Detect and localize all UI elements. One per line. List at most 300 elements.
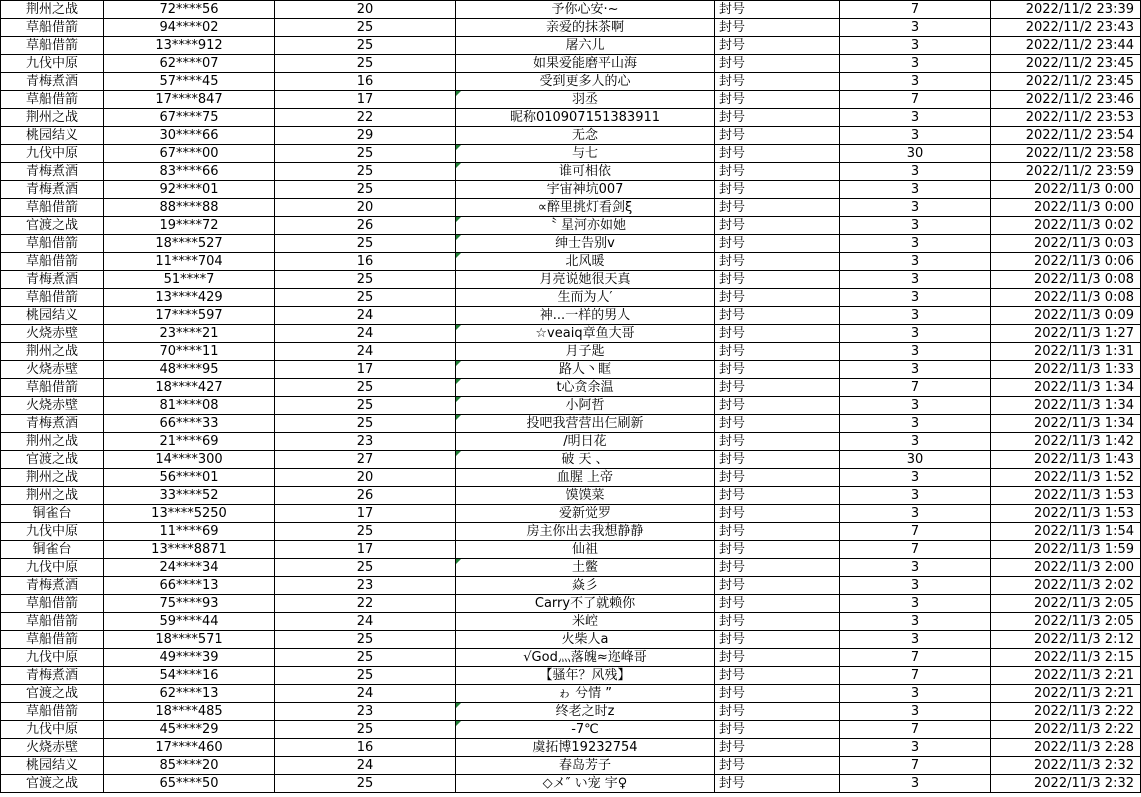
- server-cell[interactable]: 草船借箭: [1, 37, 104, 55]
- action-cell[interactable]: 封号: [715, 415, 840, 433]
- nickname-cell[interactable]: 予你心安·~: [456, 1, 715, 19]
- time-cell[interactable]: 2022/11/3 2:12: [991, 631, 1141, 649]
- time-cell[interactable]: 2022/11/2 23:53: [991, 109, 1141, 127]
- table-row[interactable]: [1, 631, 1141, 649]
- table-row[interactable]: [1, 217, 1141, 235]
- nickname-cell[interactable]: 爱新觉罗: [456, 505, 715, 523]
- time-cell[interactable]: 2022/11/3 1:31: [991, 343, 1141, 361]
- time-cell[interactable]: 2022/11/3 2:21: [991, 667, 1141, 685]
- ban-days-cell[interactable]: 3: [840, 307, 991, 325]
- ban-days-cell[interactable]: 7: [840, 379, 991, 397]
- level-cell[interactable]: 25: [275, 271, 456, 289]
- level-cell[interactable]: 23: [275, 577, 456, 595]
- time-cell[interactable]: 2022/11/3 2:32: [991, 775, 1141, 793]
- server-cell[interactable]: 荆州之战: [1, 1, 104, 19]
- action-cell[interactable]: 封号: [715, 109, 840, 127]
- nickname-cell[interactable]: 昵称010907151383911: [456, 109, 715, 127]
- account-cell[interactable]: 13****912: [104, 37, 275, 55]
- server-cell[interactable]: 火烧赤壁: [1, 397, 104, 415]
- time-cell[interactable]: 2022/11/2 23:46: [991, 91, 1141, 109]
- ban-days-cell[interactable]: 3: [840, 415, 991, 433]
- action-cell[interactable]: 封号: [715, 325, 840, 343]
- server-cell[interactable]: 草船借箭: [1, 379, 104, 397]
- table-row[interactable]: [1, 649, 1141, 667]
- time-cell[interactable]: 2022/11/3 2:21: [991, 685, 1141, 703]
- action-cell[interactable]: 封号: [715, 451, 840, 469]
- action-cell[interactable]: 封号: [715, 559, 840, 577]
- nickname-cell[interactable]: 宇宙神坑007: [456, 181, 715, 199]
- table-row[interactable]: [1, 469, 1141, 487]
- account-cell[interactable]: 57****45: [104, 73, 275, 91]
- time-cell[interactable]: 2022/11/3 1:59: [991, 541, 1141, 559]
- level-cell[interactable]: 20: [275, 1, 456, 19]
- server-cell[interactable]: 荆州之战: [1, 109, 104, 127]
- level-cell[interactable]: 17: [275, 541, 456, 559]
- nickname-cell[interactable]: 仙祖: [456, 541, 715, 559]
- account-cell[interactable]: 48****95: [104, 361, 275, 379]
- account-cell[interactable]: 33****52: [104, 487, 275, 505]
- table-row[interactable]: [1, 739, 1141, 757]
- level-cell[interactable]: 22: [275, 109, 456, 127]
- action-cell[interactable]: 封号: [715, 19, 840, 37]
- account-cell[interactable]: 81****08: [104, 397, 275, 415]
- server-cell[interactable]: 火烧赤壁: [1, 361, 104, 379]
- table-row[interactable]: [1, 397, 1141, 415]
- account-cell[interactable]: 18****485: [104, 703, 275, 721]
- level-cell[interactable]: 16: [275, 253, 456, 271]
- table-row[interactable]: [1, 775, 1141, 793]
- time-cell[interactable]: 2022/11/3 2:28: [991, 739, 1141, 757]
- account-cell[interactable]: 13****429: [104, 289, 275, 307]
- ban-days-cell[interactable]: 3: [840, 109, 991, 127]
- level-cell[interactable]: 25: [275, 55, 456, 73]
- time-cell[interactable]: 2022/11/2 23:43: [991, 19, 1141, 37]
- time-cell[interactable]: 2022/11/3 0:09: [991, 307, 1141, 325]
- table-row[interactable]: [1, 181, 1141, 199]
- ban-days-cell[interactable]: 3: [840, 37, 991, 55]
- ban-days-cell[interactable]: 3: [840, 199, 991, 217]
- account-cell[interactable]: 72****56: [104, 1, 275, 19]
- time-cell[interactable]: 2022/11/3 0:00: [991, 199, 1141, 217]
- table-row[interactable]: [1, 541, 1141, 559]
- server-cell[interactable]: 九伐中原: [1, 649, 104, 667]
- level-cell[interactable]: 24: [275, 613, 456, 631]
- level-cell[interactable]: 25: [275, 649, 456, 667]
- action-cell[interactable]: 封号: [715, 757, 840, 775]
- level-cell[interactable]: 24: [275, 307, 456, 325]
- server-cell[interactable]: 青梅煮酒: [1, 181, 104, 199]
- action-cell[interactable]: 封号: [715, 505, 840, 523]
- ban-days-cell[interactable]: 7: [840, 91, 991, 109]
- table-row[interactable]: [1, 433, 1141, 451]
- nickname-cell[interactable]: 虞拓博19232754: [456, 739, 715, 757]
- action-cell[interactable]: 封号: [715, 523, 840, 541]
- level-cell[interactable]: 25: [275, 523, 456, 541]
- table-row[interactable]: [1, 73, 1141, 91]
- action-cell[interactable]: 封号: [715, 235, 840, 253]
- nickname-cell[interactable]: 月子匙: [456, 343, 715, 361]
- ban-days-cell[interactable]: 3: [840, 505, 991, 523]
- ban-days-cell[interactable]: 3: [840, 487, 991, 505]
- action-cell[interactable]: 封号: [715, 469, 840, 487]
- account-cell[interactable]: 85****20: [104, 757, 275, 775]
- ban-days-cell[interactable]: 3: [840, 397, 991, 415]
- action-cell[interactable]: 封号: [715, 721, 840, 739]
- server-cell[interactable]: 草船借箭: [1, 631, 104, 649]
- table-row[interactable]: [1, 253, 1141, 271]
- table-row[interactable]: [1, 685, 1141, 703]
- table-row[interactable]: [1, 145, 1141, 163]
- level-cell[interactable]: 20: [275, 469, 456, 487]
- table-row[interactable]: [1, 667, 1141, 685]
- time-cell[interactable]: 2022/11/2 23:59: [991, 163, 1141, 181]
- action-cell[interactable]: 封号: [715, 433, 840, 451]
- account-cell[interactable]: 75****93: [104, 595, 275, 613]
- ban-days-cell[interactable]: 3: [840, 343, 991, 361]
- nickname-cell[interactable]: 绅士告别v: [456, 235, 715, 253]
- table-row[interactable]: [1, 343, 1141, 361]
- time-cell[interactable]: 2022/11/3 2:32: [991, 757, 1141, 775]
- table-row[interactable]: [1, 721, 1141, 739]
- action-cell[interactable]: 封号: [715, 73, 840, 91]
- level-cell[interactable]: 25: [275, 163, 456, 181]
- action-cell[interactable]: 封号: [715, 127, 840, 145]
- account-cell[interactable]: 17****460: [104, 739, 275, 757]
- action-cell[interactable]: 封号: [715, 307, 840, 325]
- server-cell[interactable]: 青梅煮酒: [1, 271, 104, 289]
- nickname-cell[interactable]: ☆veaiq章鱼大哥: [456, 325, 715, 343]
- account-cell[interactable]: 13****5250: [104, 505, 275, 523]
- server-cell[interactable]: 荆州之战: [1, 433, 104, 451]
- nickname-cell[interactable]: -7℃: [456, 721, 715, 739]
- time-cell[interactable]: 2022/11/3 0:02: [991, 217, 1141, 235]
- table-row[interactable]: [1, 325, 1141, 343]
- level-cell[interactable]: 25: [275, 775, 456, 793]
- server-cell[interactable]: 青梅煮酒: [1, 73, 104, 91]
- table-row[interactable]: [1, 37, 1141, 55]
- server-cell[interactable]: 官渡之战: [1, 685, 104, 703]
- nickname-cell[interactable]: /明日花: [456, 433, 715, 451]
- nickname-cell[interactable]: 〝 星河亦如她: [456, 217, 715, 235]
- time-cell[interactable]: 2022/11/3 1:42: [991, 433, 1141, 451]
- ban-days-cell[interactable]: 7: [840, 667, 991, 685]
- table-row[interactable]: [1, 595, 1141, 613]
- ban-days-cell[interactable]: 3: [840, 289, 991, 307]
- time-cell[interactable]: 2022/11/3 1:34: [991, 379, 1141, 397]
- table-row[interactable]: [1, 1, 1141, 19]
- action-cell[interactable]: 封号: [715, 613, 840, 631]
- action-cell[interactable]: 封号: [715, 253, 840, 271]
- ban-days-cell[interactable]: 3: [840, 271, 991, 289]
- nickname-cell[interactable]: 路人丶眶: [456, 361, 715, 379]
- account-cell[interactable]: 17****847: [104, 91, 275, 109]
- action-cell[interactable]: 封号: [715, 487, 840, 505]
- level-cell[interactable]: 26: [275, 487, 456, 505]
- server-cell[interactable]: 荆州之战: [1, 343, 104, 361]
- server-cell[interactable]: 荆州之战: [1, 469, 104, 487]
- time-cell[interactable]: 2022/11/3 1:33: [991, 361, 1141, 379]
- level-cell[interactable]: 23: [275, 433, 456, 451]
- action-cell[interactable]: 封号: [715, 91, 840, 109]
- server-cell[interactable]: 九伐中原: [1, 721, 104, 739]
- account-cell[interactable]: 66****33: [104, 415, 275, 433]
- account-cell[interactable]: 23****21: [104, 325, 275, 343]
- nickname-cell[interactable]: √God灬落魄≈迩峰哥: [456, 649, 715, 667]
- ban-days-cell[interactable]: 3: [840, 235, 991, 253]
- account-cell[interactable]: 30****66: [104, 127, 275, 145]
- action-cell[interactable]: 封号: [715, 37, 840, 55]
- level-cell[interactable]: 17: [275, 361, 456, 379]
- time-cell[interactable]: 2022/11/3 2:05: [991, 613, 1141, 631]
- ban-days-cell[interactable]: 7: [840, 721, 991, 739]
- ban-days-cell[interactable]: 3: [840, 73, 991, 91]
- server-cell[interactable]: 火烧赤壁: [1, 325, 104, 343]
- table-row[interactable]: [1, 757, 1141, 775]
- table-row[interactable]: [1, 91, 1141, 109]
- server-cell[interactable]: 铜雀台: [1, 541, 104, 559]
- account-cell[interactable]: 13****8871: [104, 541, 275, 559]
- account-cell[interactable]: 19****72: [104, 217, 275, 235]
- time-cell[interactable]: 2022/11/3 1:27: [991, 325, 1141, 343]
- table-row[interactable]: [1, 271, 1141, 289]
- server-cell[interactable]: 铜雀台: [1, 505, 104, 523]
- account-cell[interactable]: 70****11: [104, 343, 275, 361]
- server-cell[interactable]: 官渡之战: [1, 451, 104, 469]
- ban-days-cell[interactable]: 7: [840, 649, 991, 667]
- nickname-cell[interactable]: 投吧我营营出仨刷新: [456, 415, 715, 433]
- action-cell[interactable]: 封号: [715, 667, 840, 685]
- account-cell[interactable]: 65****50: [104, 775, 275, 793]
- server-cell[interactable]: 草船借箭: [1, 19, 104, 37]
- nickname-cell[interactable]: 亲爱的抹茶啊: [456, 19, 715, 37]
- time-cell[interactable]: 2022/11/3 0:00: [991, 181, 1141, 199]
- level-cell[interactable]: 25: [275, 667, 456, 685]
- server-cell[interactable]: 桃园结义: [1, 307, 104, 325]
- table-row[interactable]: [1, 109, 1141, 127]
- action-cell[interactable]: 封号: [715, 631, 840, 649]
- nickname-cell[interactable]: 受到更多人的心: [456, 73, 715, 91]
- level-cell[interactable]: 25: [275, 379, 456, 397]
- time-cell[interactable]: 2022/11/2 23:44: [991, 37, 1141, 55]
- level-cell[interactable]: 24: [275, 757, 456, 775]
- ban-days-cell[interactable]: 7: [840, 757, 991, 775]
- action-cell[interactable]: 封号: [715, 703, 840, 721]
- table-row[interactable]: [1, 127, 1141, 145]
- nickname-cell[interactable]: 房主你出去我想静静: [456, 523, 715, 541]
- table-row[interactable]: [1, 523, 1141, 541]
- action-cell[interactable]: 封号: [715, 595, 840, 613]
- level-cell[interactable]: 17: [275, 91, 456, 109]
- nickname-cell[interactable]: ◇メ″ い宠 宇♀: [456, 775, 715, 793]
- nickname-cell[interactable]: 如果爱能磨平山海: [456, 55, 715, 73]
- table-row[interactable]: [1, 307, 1141, 325]
- nickname-cell[interactable]: 月亮说她很天真: [456, 271, 715, 289]
- time-cell[interactable]: 2022/11/3 1:34: [991, 415, 1141, 433]
- account-cell[interactable]: 11****704: [104, 253, 275, 271]
- time-cell[interactable]: 2022/11/2 23:45: [991, 73, 1141, 91]
- level-cell[interactable]: 22: [275, 595, 456, 613]
- time-cell[interactable]: 2022/11/3 2:05: [991, 595, 1141, 613]
- table-row[interactable]: [1, 577, 1141, 595]
- time-cell[interactable]: 2022/11/3 1:34: [991, 397, 1141, 415]
- server-cell[interactable]: 九伐中原: [1, 559, 104, 577]
- nickname-cell[interactable]: 破 天 、: [456, 451, 715, 469]
- ban-days-cell[interactable]: 3: [840, 361, 991, 379]
- server-cell[interactable]: 官渡之战: [1, 217, 104, 235]
- table-row[interactable]: [1, 235, 1141, 253]
- server-cell[interactable]: 九伐中原: [1, 55, 104, 73]
- nickname-cell[interactable]: ∝醉里挑灯看剑ξ: [456, 199, 715, 217]
- account-cell[interactable]: 18****527: [104, 235, 275, 253]
- ban-days-cell[interactable]: 3: [840, 577, 991, 595]
- ban-days-cell[interactable]: 3: [840, 703, 991, 721]
- time-cell[interactable]: 2022/11/3 0:08: [991, 271, 1141, 289]
- time-cell[interactable]: 2022/11/3 2:02: [991, 577, 1141, 595]
- level-cell[interactable]: 20: [275, 199, 456, 217]
- server-cell[interactable]: 草船借箭: [1, 199, 104, 217]
- table-row[interactable]: [1, 703, 1141, 721]
- server-cell[interactable]: 桃园结义: [1, 757, 104, 775]
- level-cell[interactable]: 16: [275, 739, 456, 757]
- nickname-cell[interactable]: 焱彡: [456, 577, 715, 595]
- nickname-cell[interactable]: t心贪余温: [456, 379, 715, 397]
- action-cell[interactable]: 封号: [715, 649, 840, 667]
- time-cell[interactable]: 2022/11/3 2:00: [991, 559, 1141, 577]
- action-cell[interactable]: 封号: [715, 343, 840, 361]
- ban-days-cell[interactable]: 3: [840, 19, 991, 37]
- server-cell[interactable]: 火烧赤壁: [1, 739, 104, 757]
- server-cell[interactable]: 草船借箭: [1, 613, 104, 631]
- time-cell[interactable]: 2022/11/3 1:52: [991, 469, 1141, 487]
- account-cell[interactable]: 11****69: [104, 523, 275, 541]
- level-cell[interactable]: 25: [275, 415, 456, 433]
- nickname-cell[interactable]: 羽丞: [456, 91, 715, 109]
- time-cell[interactable]: 2022/11/3 0:03: [991, 235, 1141, 253]
- action-cell[interactable]: 封号: [715, 199, 840, 217]
- time-cell[interactable]: 2022/11/2 23:58: [991, 145, 1141, 163]
- table-row[interactable]: [1, 361, 1141, 379]
- ban-days-cell[interactable]: 3: [840, 217, 991, 235]
- action-cell[interactable]: 封号: [715, 1, 840, 19]
- level-cell[interactable]: 24: [275, 685, 456, 703]
- time-cell[interactable]: 2022/11/3 0:08: [991, 289, 1141, 307]
- table-row[interactable]: [1, 415, 1141, 433]
- account-cell[interactable]: 45****29: [104, 721, 275, 739]
- ban-days-cell[interactable]: 3: [840, 775, 991, 793]
- level-cell[interactable]: 25: [275, 181, 456, 199]
- level-cell[interactable]: 25: [275, 289, 456, 307]
- action-cell[interactable]: 封号: [715, 289, 840, 307]
- account-cell[interactable]: 24****34: [104, 559, 275, 577]
- action-cell[interactable]: 封号: [715, 739, 840, 757]
- time-cell[interactable]: 2022/11/2 23:45: [991, 55, 1141, 73]
- ban-days-cell[interactable]: 3: [840, 595, 991, 613]
- ban-days-cell[interactable]: 3: [840, 433, 991, 451]
- action-cell[interactable]: 封号: [715, 271, 840, 289]
- server-cell[interactable]: 九伐中原: [1, 523, 104, 541]
- time-cell[interactable]: 2022/11/3 2:15: [991, 649, 1141, 667]
- ban-days-cell[interactable]: 30: [840, 451, 991, 469]
- nickname-cell[interactable]: ゎ 兮情 ”: [456, 685, 715, 703]
- ban-days-cell[interactable]: 3: [840, 559, 991, 577]
- account-cell[interactable]: 62****07: [104, 55, 275, 73]
- level-cell[interactable]: 25: [275, 631, 456, 649]
- ban-days-cell[interactable]: 3: [840, 253, 991, 271]
- level-cell[interactable]: 24: [275, 343, 456, 361]
- nickname-cell[interactable]: 与七: [456, 145, 715, 163]
- nickname-cell[interactable]: 血腥 上帝: [456, 469, 715, 487]
- table-row[interactable]: [1, 289, 1141, 307]
- time-cell[interactable]: 2022/11/3 2:22: [991, 721, 1141, 739]
- account-cell[interactable]: 21****69: [104, 433, 275, 451]
- server-cell[interactable]: 草船借箭: [1, 703, 104, 721]
- ban-days-cell[interactable]: 7: [840, 523, 991, 541]
- nickname-cell[interactable]: 小阿哲: [456, 397, 715, 415]
- nickname-cell[interactable]: 终老之时z: [456, 703, 715, 721]
- time-cell[interactable]: 2022/11/3 1:43: [991, 451, 1141, 469]
- account-cell[interactable]: 18****571: [104, 631, 275, 649]
- table-row[interactable]: [1, 505, 1141, 523]
- level-cell[interactable]: 27: [275, 451, 456, 469]
- nickname-cell[interactable]: 谁可相依: [456, 163, 715, 181]
- server-cell[interactable]: 草船借箭: [1, 253, 104, 271]
- level-cell[interactable]: 24: [275, 325, 456, 343]
- server-cell[interactable]: 草船借箭: [1, 289, 104, 307]
- server-cell[interactable]: 青梅煮酒: [1, 163, 104, 181]
- account-cell[interactable]: 59****44: [104, 613, 275, 631]
- table-row[interactable]: [1, 379, 1141, 397]
- server-cell[interactable]: 荆州之战: [1, 487, 104, 505]
- table-row[interactable]: [1, 613, 1141, 631]
- level-cell[interactable]: 25: [275, 721, 456, 739]
- time-cell[interactable]: 2022/11/2 23:54: [991, 127, 1141, 145]
- nickname-cell[interactable]: 生而为人′: [456, 289, 715, 307]
- ban-days-cell[interactable]: 3: [840, 469, 991, 487]
- nickname-cell[interactable]: 馍馍菜: [456, 487, 715, 505]
- ban-days-cell[interactable]: 3: [840, 55, 991, 73]
- level-cell[interactable]: 23: [275, 703, 456, 721]
- server-cell[interactable]: 官渡之战: [1, 775, 104, 793]
- nickname-cell[interactable]: Carry不了就赖你: [456, 595, 715, 613]
- server-cell[interactable]: 草船借箭: [1, 91, 104, 109]
- action-cell[interactable]: 封号: [715, 145, 840, 163]
- nickname-cell[interactable]: 无念: [456, 127, 715, 145]
- time-cell[interactable]: 2022/11/2 23:39: [991, 1, 1141, 19]
- nickname-cell[interactable]: 北风暖: [456, 253, 715, 271]
- table-row[interactable]: [1, 451, 1141, 469]
- nickname-cell[interactable]: 屠六儿: [456, 37, 715, 55]
- ban-days-cell[interactable]: 3: [840, 325, 991, 343]
- ban-days-cell[interactable]: 7: [840, 1, 991, 19]
- time-cell[interactable]: 2022/11/3 1:53: [991, 487, 1141, 505]
- account-cell[interactable]: 67****75: [104, 109, 275, 127]
- action-cell[interactable]: 封号: [715, 361, 840, 379]
- server-cell[interactable]: 青梅煮酒: [1, 667, 104, 685]
- action-cell[interactable]: 封号: [715, 181, 840, 199]
- account-cell[interactable]: 14****300: [104, 451, 275, 469]
- action-cell[interactable]: 封号: [715, 577, 840, 595]
- level-cell[interactable]: 25: [275, 559, 456, 577]
- table-row[interactable]: [1, 559, 1141, 577]
- action-cell[interactable]: 封号: [715, 379, 840, 397]
- account-cell[interactable]: 18****427: [104, 379, 275, 397]
- action-cell[interactable]: 封号: [715, 163, 840, 181]
- level-cell[interactable]: 16: [275, 73, 456, 91]
- time-cell[interactable]: 2022/11/3 2:22: [991, 703, 1141, 721]
- server-cell[interactable]: 青梅煮酒: [1, 577, 104, 595]
- server-cell[interactable]: 草船借箭: [1, 595, 104, 613]
- nickname-cell[interactable]: 火柴人a: [456, 631, 715, 649]
